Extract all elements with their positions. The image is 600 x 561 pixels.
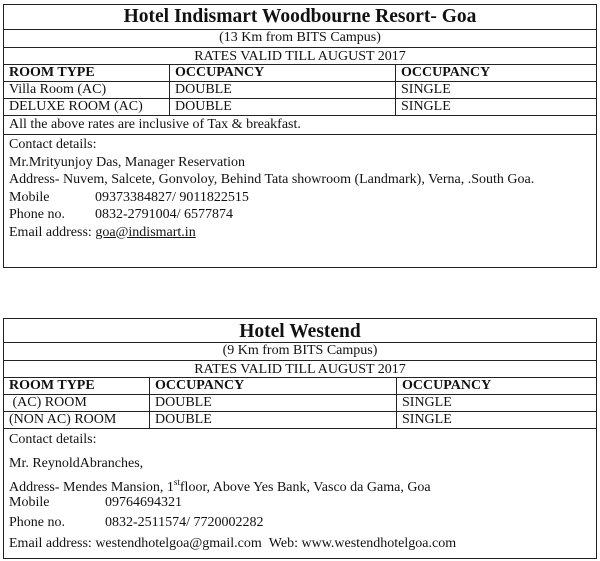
web-address[interactable]: www.westendhotelgoa.com: [301, 535, 457, 551]
occupancy-cell: DOUBLE: [169, 82, 395, 98]
header-occupancy: OCCUPANCY: [396, 378, 596, 394]
phone-label: Phone no.: [9, 207, 65, 222]
room-type-cell: DELUXE ROOM (AC): [9, 99, 143, 114]
hotel1-contact-details: [4, 135, 596, 241]
room-type-cell: Villa Room (AC): [9, 82, 107, 97]
header-occupancy: OCCUPANCY: [395, 65, 596, 81]
hotel1-title: Hotel Indismart Woodbourne Resort- Goa: [4, 5, 596, 30]
contact-heading: Contact details:: [9, 432, 97, 447]
occupancy-cell: SINGLE: [396, 395, 596, 411]
hotel2-validity: RATES VALID TILL AUGUST 2017: [4, 360, 596, 378]
address-text: Address- Mendes Mansion, 1: [9, 480, 174, 495]
mobile-label: Mobile: [9, 189, 50, 205]
contact-phone: [9, 514, 596, 532]
web-label: Web:: [268, 535, 298, 551]
email-address[interactable]: westendhotelgoa@gmail.com: [95, 535, 262, 551]
hotel2-table-header: [4, 378, 596, 395]
occupancy-cell: SINGLE: [396, 412, 596, 428]
mobile-number: 09373384827/ 9011822515: [95, 189, 249, 205]
occupancy-cell: SINGLE: [395, 99, 596, 115]
email-label: Email address:: [9, 535, 92, 551]
occupancy-cell: SINGLE: [395, 82, 596, 98]
hotel1-validity: RATES VALID TILL AUGUST 2017: [4, 47, 596, 65]
mobile-number: 09764694321: [105, 494, 182, 510]
hotel-indismart-block: [3, 4, 597, 268]
mobile-label: Mobile: [9, 494, 50, 510]
hotel-westend-block: [3, 318, 597, 559]
hotel2-title: Hotel Westend: [4, 319, 596, 343]
contact-heading: Contact details:: [9, 137, 97, 152]
hotel1-distance: (13 Km from BITS Campus): [219, 30, 381, 45]
hotel2-contact-details: [4, 429, 596, 552]
phone-label: Phone no.: [9, 515, 65, 530]
email-link[interactable]: goa@indismart.in: [95, 224, 196, 240]
hotel2-distance: (9 Km from BITS Campus): [222, 343, 378, 358]
contact-phone: [9, 206, 596, 224]
table-row: [4, 99, 596, 116]
room-type-cell: (NON AC) ROOM: [9, 412, 117, 427]
phone-number: 0832-2511574/ 7720002282: [105, 515, 264, 530]
table-row: [4, 82, 596, 99]
room-type-cell: (AC) ROOM: [9, 395, 87, 410]
address-superscript: st: [173, 477, 180, 487]
contact-email: [9, 224, 596, 242]
email-label: Email address:: [9, 224, 92, 240]
header-occupancy: OCCUPANCY: [169, 65, 395, 81]
table-row: [4, 412, 596, 429]
occupancy-cell: DOUBLE: [169, 99, 395, 115]
contact-person: Mr. ReynoldAbranches,: [9, 455, 144, 471]
occupancy-cell: DOUBLE: [149, 395, 396, 411]
phone-number: 0832-2791004/ 6577874: [95, 207, 234, 222]
contact-address: Address- Nuvem, Salcete, Gonvoloy, Behind Tata showroom (Landmark), Verna, .South Goa.: [9, 172, 535, 187]
address-text-rest: floor, Above Yes Bank, Vasco da Gama, Goa: [179, 480, 431, 495]
header-room-type: ROOM TYPE: [9, 378, 95, 393]
header-room-type: ROOM TYPE: [9, 65, 95, 80]
hotel1-rates-note: All the above rates are inclusive of Tax & breakfast.: [4, 116, 596, 135]
table-row: [4, 395, 596, 412]
contact-email: [9, 535, 596, 553]
contact-mobile: [9, 189, 596, 207]
header-occupancy: OCCUPANCY: [149, 378, 396, 394]
hotel1-table-header: [4, 65, 596, 82]
occupancy-cell: DOUBLE: [149, 412, 396, 428]
contact-person: Mr.Mrityunjoy Das, Manager Reservation: [9, 154, 246, 170]
